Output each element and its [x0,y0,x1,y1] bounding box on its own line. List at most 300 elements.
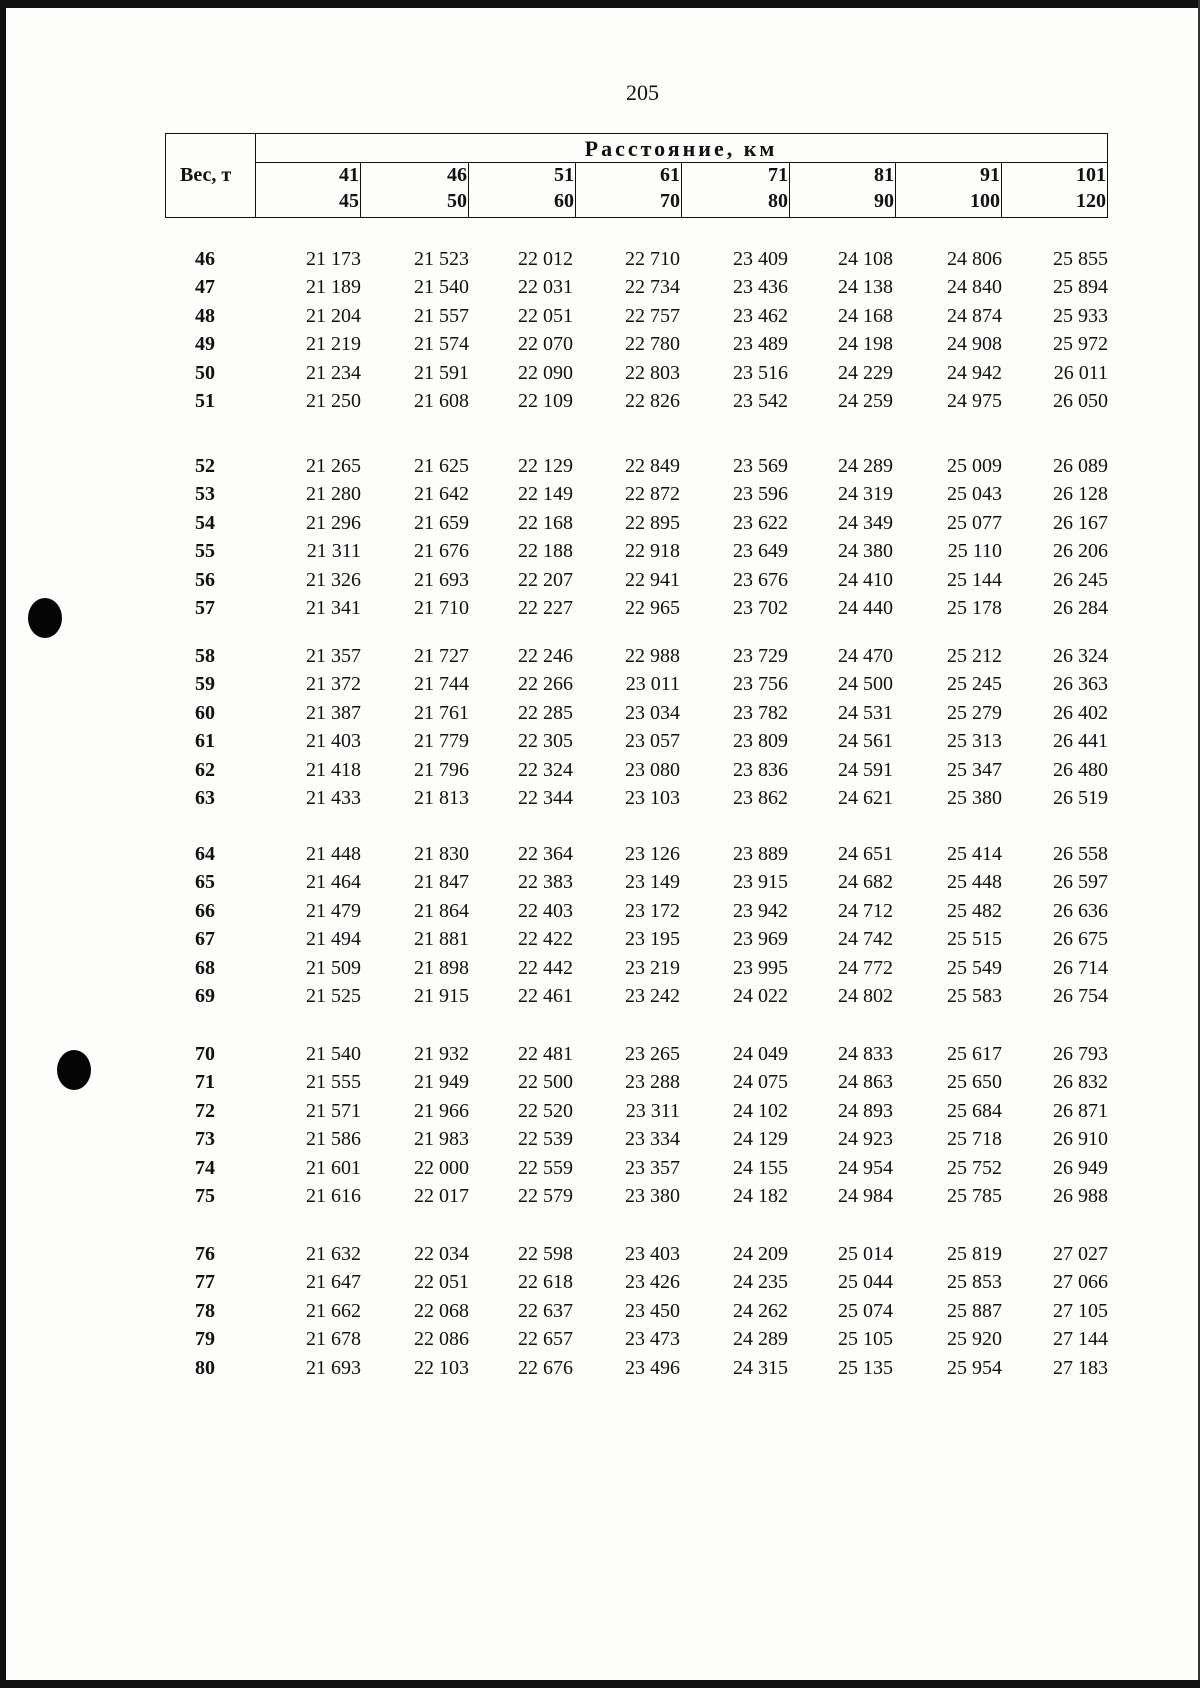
value-cell: 22 305 [518,730,573,753]
value-cell: 24 942 [947,361,1002,384]
distance-header: Расстояние, км [584,136,778,161]
value-cell: 22 364 [518,843,573,865]
value-cell: 23 622 [733,511,788,534]
value-cell: 23 889 [733,843,788,865]
value-cell: 23 473 [625,1328,680,1351]
value-cell: 23 516 [733,361,788,384]
value-cell: 23 436 [733,276,788,299]
weight-cell: 72 [195,1099,215,1122]
value-cell: 22 285 [518,701,573,724]
value-cell: 26 988 [1053,1184,1108,1207]
value-cell: 24 561 [838,730,893,753]
value-cell: 23 334 [625,1128,680,1151]
value-cell: 22 000 [414,1156,469,1179]
value-cell: 27 027 [1053,1243,1108,1265]
table-row [165,957,1108,985]
value-cell: 23 057 [625,730,680,753]
value-cell: 23 782 [733,701,788,724]
value-cell: 25 135 [838,1356,893,1379]
value-cell: 25 014 [838,1243,893,1265]
value-cell: 25 380 [947,786,1002,809]
value-cell: 24 840 [947,276,1002,299]
value-cell: 21 744 [414,673,469,696]
weight-cell: 51 [195,389,215,412]
value-cell: 24 259 [838,389,893,412]
weight-cell: 76 [195,1243,215,1265]
value-cell: 21 710 [414,596,469,619]
value-cell: 21 647 [306,1271,361,1294]
table-row [165,871,1108,899]
table-row [165,305,1108,333]
value-cell: 25 110 [947,540,1002,563]
weight-cell: 73 [195,1128,215,1151]
value-cell: 23 489 [733,333,788,356]
value-cell: 25 650 [947,1071,1002,1094]
weight-cell: 67 [195,928,215,951]
value-cell: 24 319 [838,483,893,506]
value-cell: 25 972 [1053,333,1108,356]
value-cell: 25 212 [947,645,1002,667]
value-cell: 22 598 [518,1243,573,1265]
value-cell: 21 523 [414,248,469,270]
value-cell: 21 372 [306,673,361,696]
value-cell: 25 583 [947,984,1002,1007]
value-cell: 24 022 [733,984,788,1007]
value-cell: 25 617 [947,1043,1002,1065]
value-cell: 22 461 [518,984,573,1007]
value-cell: 21 525 [306,984,361,1007]
value-cell: 21 219 [306,333,361,356]
value-cell: 21 693 [414,568,469,591]
value-cell: 25 043 [947,483,1002,506]
value-cell: 22 168 [518,511,573,534]
value-cell: 24 591 [838,758,893,781]
weight-cell: 80 [195,1356,215,1379]
row-group [165,645,1108,815]
range-from: 61 [660,164,680,186]
range-to: 90 [874,190,894,212]
value-cell: 25 785 [947,1184,1002,1207]
value-cell: 24 975 [947,389,1002,412]
range-to: 100 [970,190,1000,212]
value-cell: 23 569 [733,455,788,477]
value-cell: 27 144 [1053,1328,1108,1351]
value-cell: 26 871 [1053,1099,1108,1122]
value-cell: 22 481 [518,1043,573,1065]
weight-cell: 61 [195,730,215,753]
value-cell: 22 031 [518,276,573,299]
range-to: 120 [1076,190,1106,212]
value-cell: 26 949 [1053,1156,1108,1179]
value-cell: 23 380 [625,1184,680,1207]
table-row [165,843,1108,871]
value-cell: 21 779 [414,730,469,753]
distance-range-header [361,162,469,217]
value-cell: 21 625 [414,455,469,477]
value-cell: 22 965 [625,596,680,619]
weight-cell: 62 [195,758,215,781]
value-cell: 26 519 [1053,786,1108,809]
value-cell: 21 601 [306,1156,361,1179]
value-cell: 24 262 [733,1299,788,1322]
value-cell: 24 833 [838,1043,893,1065]
value-cell: 22 826 [625,389,680,412]
value-cell: 22 207 [518,568,573,591]
table-row [165,730,1108,758]
value-cell: 24 500 [838,673,893,696]
weight-cell: 75 [195,1184,215,1207]
value-cell: 23 357 [625,1156,680,1179]
value-cell: 22 129 [518,455,573,477]
value-cell: 25 105 [838,1328,893,1351]
value-cell: 24 075 [733,1071,788,1094]
value-cell: 24 440 [838,596,893,619]
range-to: 50 [447,190,467,212]
value-cell: 24 380 [838,540,893,563]
value-cell: 21 464 [306,871,361,894]
value-cell: 24 923 [838,1128,893,1151]
value-cell: 21 387 [306,701,361,724]
value-cell: 21 433 [306,786,361,809]
value-cell: 25 077 [947,511,1002,534]
table-row [165,569,1108,597]
value-cell: 21 662 [306,1299,361,1322]
value-cell: 25 752 [947,1156,1002,1179]
table-row [165,512,1108,540]
value-cell: 24 198 [838,333,893,356]
value-cell: 24 138 [838,276,893,299]
punch-hole [57,1050,91,1090]
weight-cell: 68 [195,956,215,979]
value-cell: 26 636 [1053,899,1108,922]
value-cell: 21 557 [414,304,469,327]
value-cell: 22 757 [625,304,680,327]
value-cell: 21 418 [306,758,361,781]
range-to: 70 [660,190,680,212]
value-cell: 23 462 [733,304,788,327]
weight-cell: 60 [195,701,215,724]
value-cell: 21 983 [414,1128,469,1151]
value-cell: 21 296 [306,511,361,534]
value-cell: 23 103 [625,786,680,809]
value-cell: 23 809 [733,730,788,753]
value-cell: 22 539 [518,1128,573,1151]
distance-range-header [790,162,896,217]
value-cell: 22 618 [518,1271,573,1294]
weight-cell: 71 [195,1071,215,1094]
value-cell: 22 246 [518,645,573,667]
value-cell: 22 266 [518,673,573,696]
value-cell: 22 637 [518,1299,573,1322]
distance-range-header [896,162,1002,217]
value-cell: 24 235 [733,1271,788,1294]
table-row [165,900,1108,928]
value-cell: 24 742 [838,928,893,951]
distance-range-header [469,162,576,217]
table-row [165,702,1108,730]
value-cell: 21 949 [414,1071,469,1094]
value-cell: 22 500 [518,1071,573,1094]
range-to: 80 [768,190,788,212]
value-cell: 24 874 [947,304,1002,327]
weight-cell: 56 [195,568,215,591]
value-cell: 23 915 [733,871,788,894]
value-cell: 21 586 [306,1128,361,1151]
weight-cell: 78 [195,1299,215,1322]
value-cell: 22 559 [518,1156,573,1179]
distance-range-header [576,162,682,217]
value-cell: 23 995 [733,956,788,979]
value-cell: 25 313 [947,730,1002,753]
value-cell: 21 659 [414,511,469,534]
weight-cell: 58 [195,645,215,667]
value-cell: 23 288 [625,1071,680,1094]
table-row [165,390,1108,418]
row-group [165,1043,1108,1213]
row-group [165,248,1108,418]
value-cell: 25 954 [947,1356,1002,1379]
weight-cell: 69 [195,984,215,1007]
value-cell: 23 862 [733,786,788,809]
table-row [165,362,1108,390]
value-cell: 22 780 [625,333,680,356]
value-cell: 22 849 [625,455,680,477]
value-cell: 24 802 [838,984,893,1007]
value-cell: 24 129 [733,1128,788,1151]
value-cell: 23 426 [625,1271,680,1294]
table-row [165,1043,1108,1071]
value-cell: 21 830 [414,843,469,865]
value-cell: 21 898 [414,956,469,979]
range-from: 71 [768,164,788,186]
table-header [165,133,1108,218]
row-group [165,843,1108,1013]
value-cell: 24 621 [838,786,893,809]
value-cell: 25 144 [947,568,1002,591]
table-row [165,540,1108,568]
value-cell: 21 265 [306,455,361,477]
value-cell: 23 729 [733,645,788,667]
value-cell: 27 066 [1053,1271,1108,1294]
value-cell: 24 182 [733,1184,788,1207]
value-cell: 26 441 [1053,730,1108,753]
value-cell: 22 657 [518,1328,573,1351]
value-cell: 22 103 [414,1356,469,1379]
value-cell: 23 649 [733,540,788,563]
table-row [165,1100,1108,1128]
value-cell: 21 494 [306,928,361,951]
value-cell: 24 315 [733,1356,788,1379]
scan-border-left [0,0,6,1688]
value-cell: 25 549 [947,956,1002,979]
value-cell: 24 209 [733,1243,788,1265]
weight-cell: 63 [195,786,215,809]
value-cell: 24 893 [838,1099,893,1122]
value-cell: 25 515 [947,928,1002,951]
value-cell: 22 895 [625,511,680,534]
value-cell: 26 011 [1053,361,1108,384]
value-cell: 21 727 [414,645,469,667]
value-cell: 26 714 [1053,956,1108,979]
value-cell: 21 864 [414,899,469,922]
value-cell: 24 682 [838,871,893,894]
value-cell: 22 034 [414,1243,469,1265]
value-cell: 25 933 [1053,304,1108,327]
value-cell: 25 718 [947,1128,1002,1151]
value-cell: 24 349 [838,511,893,534]
value-cell: 21 571 [306,1099,361,1122]
value-cell: 21 479 [306,899,361,922]
value-cell: 26 167 [1053,511,1108,534]
value-cell: 22 403 [518,899,573,922]
value-cell: 21 693 [306,1356,361,1379]
value-cell: 21 326 [306,568,361,591]
value-cell: 21 555 [306,1071,361,1094]
value-cell: 26 402 [1053,701,1108,724]
value-cell: 22 227 [518,596,573,619]
value-cell: 26 597 [1053,871,1108,894]
table-row [165,1071,1108,1099]
value-cell: 22 070 [518,333,573,356]
value-cell: 24 712 [838,899,893,922]
range-to: 60 [554,190,574,212]
weight-cell: 66 [195,899,215,922]
value-cell: 22 051 [518,304,573,327]
value-cell: 25 074 [838,1299,893,1322]
value-cell: 23 496 [625,1356,680,1379]
value-cell: 24 531 [838,701,893,724]
row-group [165,1243,1108,1385]
weight-cell: 57 [195,596,215,619]
value-cell: 22 734 [625,276,680,299]
value-cell: 26 832 [1053,1071,1108,1094]
value-cell: 27 105 [1053,1299,1108,1322]
table-row [165,276,1108,304]
weight-cell: 46 [195,248,215,270]
value-cell: 23 011 [625,673,680,696]
value-cell: 25 853 [947,1271,1002,1294]
value-cell: 22 188 [518,540,573,563]
value-cell: 27 183 [1053,1356,1108,1379]
table-row [165,1328,1108,1356]
value-cell: 26 363 [1053,673,1108,696]
weight-cell: 54 [195,511,215,534]
value-cell: 26 245 [1053,568,1108,591]
value-cell: 21 847 [414,871,469,894]
value-cell: 26 089 [1053,455,1108,477]
weight-cell: 49 [195,333,215,356]
table-row [165,1128,1108,1156]
value-cell: 21 813 [414,786,469,809]
value-cell: 24 168 [838,304,893,327]
scan-border-bottom [0,1680,1200,1688]
range-from: 81 [874,164,894,186]
value-cell: 25 684 [947,1099,1002,1122]
value-cell: 22 520 [518,1099,573,1122]
value-cell: 25 347 [947,758,1002,781]
value-cell: 23 242 [625,984,680,1007]
value-cell: 21 796 [414,758,469,781]
value-cell: 22 383 [518,871,573,894]
value-cell: 21 173 [306,248,361,270]
value-cell: 22 442 [518,956,573,979]
weight-cell: 55 [195,540,215,563]
value-cell: 25 482 [947,899,1002,922]
value-cell: 26 558 [1053,843,1108,865]
value-cell: 26 793 [1053,1043,1108,1065]
weight-cell: 50 [195,361,215,384]
value-cell: 21 540 [306,1043,361,1065]
range-to: 45 [339,190,359,212]
value-cell: 26 675 [1053,928,1108,951]
value-cell: 22 109 [518,389,573,412]
row-group [165,455,1108,625]
weight-cell: 70 [195,1043,215,1065]
value-cell: 23 195 [625,928,680,951]
value-cell: 24 772 [838,956,893,979]
value-cell: 21 676 [414,540,469,563]
value-cell: 22 676 [518,1356,573,1379]
value-cell: 21 881 [414,928,469,951]
value-cell: 26 050 [1053,389,1108,412]
table-row [165,1185,1108,1213]
value-cell: 23 080 [625,758,680,781]
value-cell: 25 009 [947,455,1002,477]
value-cell: 21 932 [414,1043,469,1065]
value-cell: 23 596 [733,483,788,506]
value-cell: 25 279 [947,701,1002,724]
value-cell: 22 872 [625,483,680,506]
value-cell: 22 941 [625,568,680,591]
value-cell: 21 250 [306,389,361,412]
value-cell: 26 206 [1053,540,1108,563]
value-cell: 25 920 [947,1328,1002,1351]
value-cell: 21 403 [306,730,361,753]
weight-column-header: Вес, т [180,164,232,186]
page-number: 205 [626,80,659,105]
value-cell: 23 756 [733,673,788,696]
value-cell: 24 155 [733,1156,788,1179]
weight-cell: 52 [195,455,215,477]
weight-cell: 64 [195,843,215,865]
value-cell: 21 915 [414,984,469,1007]
value-cell: 25 245 [947,673,1002,696]
value-cell: 23 450 [625,1299,680,1322]
value-cell: 21 761 [414,701,469,724]
value-cell: 25 819 [947,1243,1002,1265]
value-cell: 24 984 [838,1184,893,1207]
range-from: 41 [339,164,359,186]
punch-hole [28,598,62,638]
table-row [165,333,1108,361]
value-cell: 23 409 [733,248,788,270]
value-cell: 23 034 [625,701,680,724]
range-from: 101 [1076,164,1106,186]
value-cell: 26 324 [1053,645,1108,667]
table-row [165,787,1108,815]
value-cell: 24 863 [838,1071,893,1094]
value-cell: 25 855 [1053,248,1108,270]
weight-cell: 47 [195,276,215,299]
table-row [165,759,1108,787]
weight-cell: 65 [195,871,215,894]
value-cell: 24 954 [838,1156,893,1179]
value-cell: 25 887 [947,1299,1002,1322]
value-cell: 24 289 [838,455,893,477]
weight-cell: 53 [195,483,215,506]
value-cell: 21 608 [414,389,469,412]
value-cell: 26 754 [1053,984,1108,1007]
